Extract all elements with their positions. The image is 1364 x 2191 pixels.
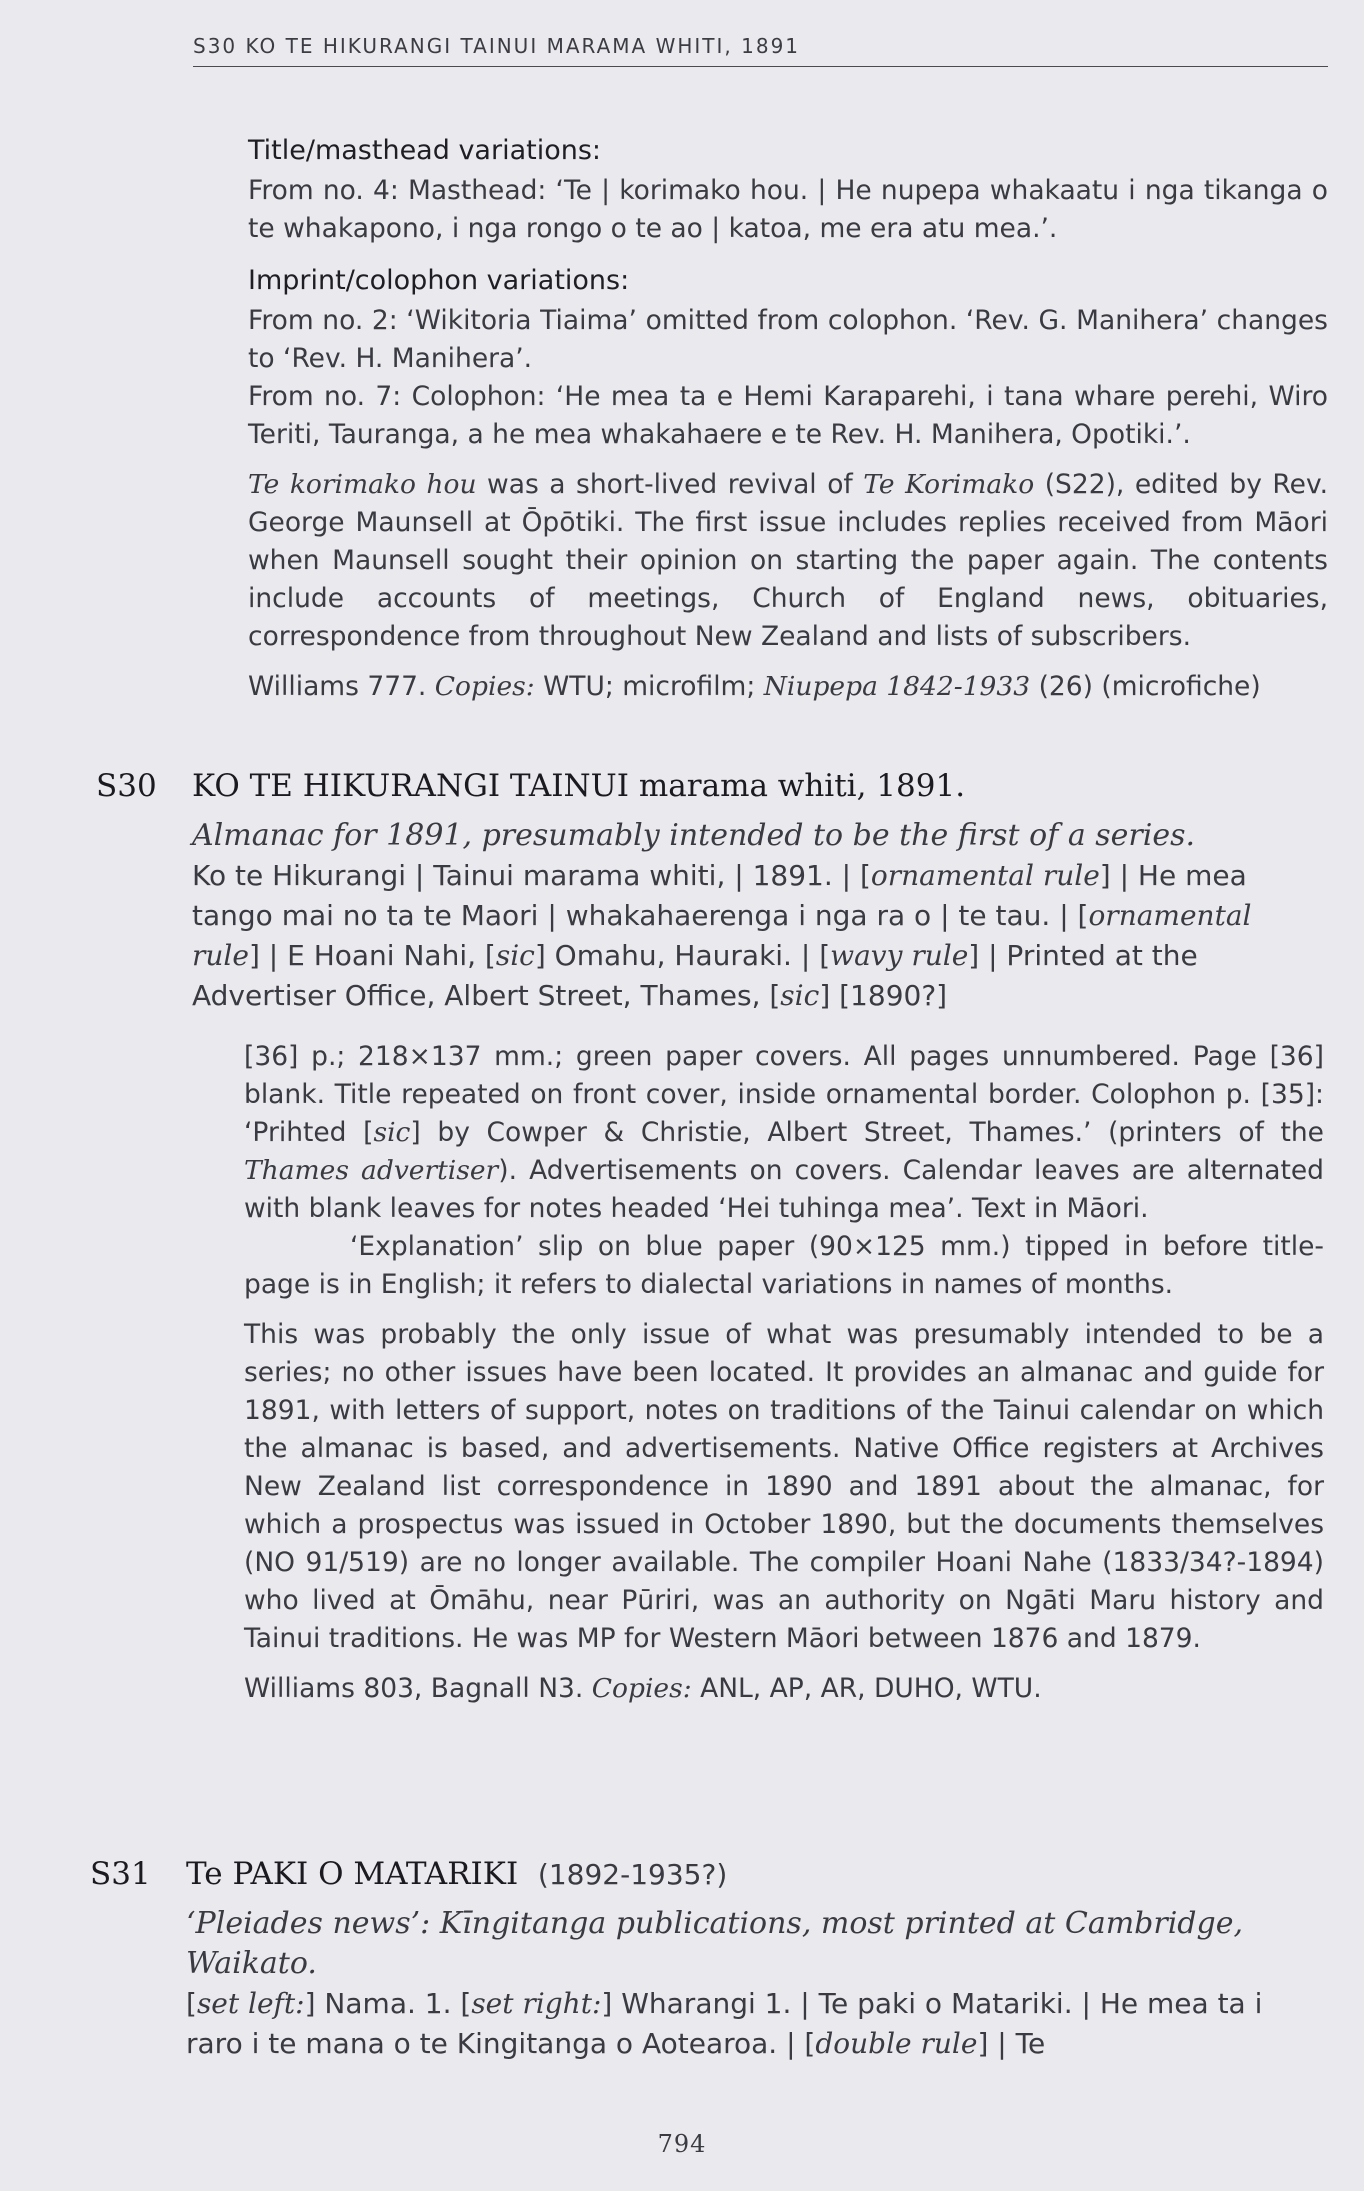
- description-editorial: sic: [373, 1117, 411, 1148]
- transcription-text: ] Omahu, Hauraki. | [: [534, 939, 831, 972]
- title-page-transcription-s31: [186, 1984, 1326, 2064]
- refs-text-3: (26) (microfiche): [1030, 671, 1261, 702]
- page-number: 794: [657, 2130, 707, 2158]
- transcription-text: ] | Te: [977, 2027, 1046, 2060]
- title-variations-heading: Title/masthead variations:: [248, 135, 602, 166]
- transcription-editorial: ornamental rule: [192, 899, 1252, 972]
- entry-note-s30: This was probably the only issue of what was presumably intended to be a series; no other issues have been located. It provides an almanac and guide for 1891, with letters of support, notes on traditions of the Tainui calendar on which the almanac is based, and advertisements. Native Office registers at Archives New Zealand list correspondence in 1890 and 1891 about the almanac, for which a prospectus was issued in October 1890, but the documents themselves (NO 91/519) are no longer available. The compiler Hoani Nahe (1833/34?-1894) who lived at Ōmāhu, near Pūriri, was an authority on Ngāti Maru history and Tainui traditions. He was MP for Western Māori between 1876 and 1879.: [244, 1319, 1324, 1654]
- transcription-editorial: double rule: [815, 2027, 978, 2060]
- entry-subtitle-s30: Almanac for 1891, presumably intended to be the first of a series.: [192, 818, 1196, 853]
- refs-text-2: WTU; microfilm;: [534, 671, 764, 702]
- refs-series-title: Niupepa 1842-1933: [763, 671, 1031, 702]
- note-text-1: was a short-lived revival of: [476, 469, 864, 500]
- title-variations-text: From no. 4: Masthead: ‘Te | korimako hou. | He nupepa whakaatu i nga tikanga o te whakapono, i nga rongo o te ao | katoa, me era atu mea.’.: [248, 175, 1328, 244]
- previous-entry-references: [248, 668, 1328, 706]
- running-head: S30 KO TE HIKURANGI TAINUI MARAMA WHITI, 1891: [193, 34, 1328, 67]
- transcription-text: ] | E Hoani Nahi, [: [248, 939, 496, 972]
- entry-title-s31: [186, 1856, 727, 1892]
- entry-title-text-s31: Te PAKI O MATARIKI: [186, 1856, 519, 1892]
- previous-entry: [248, 130, 1328, 718]
- entry-title-s30: KO TE HIKURANGI TAINUI marama whiti, 1891.: [192, 768, 966, 804]
- description-title: Thames advertiser: [244, 1155, 499, 1186]
- description-text: ). Advertisements on covers. Calendar leaves are alternated with blank leaves for notes headed ‘Hei tuhinga mea’. Text in Māori.: [244, 1155, 1324, 1224]
- explanation-slip-s30: ‘Explanation’ slip on blue paper (90×125 mm.) tipped in before title-page is in English; it refers to dialectal variations in names of months.: [244, 1231, 1324, 1300]
- previous-entry-note: [248, 466, 1328, 656]
- transcription-editorial: sic: [780, 979, 820, 1012]
- entry-number-s31: S31: [90, 1856, 151, 1892]
- entry-subtitle-s31: ‘Pleiades news’: Kīngitanga publications, most printed at Cambridge, Waikato.: [186, 1906, 1244, 1981]
- transcription-text: ] Nama. 1. [: [304, 1987, 472, 2020]
- transcription-text: ] | Printed at the Advertiser Office, Albert Street, Thames, [: [192, 939, 1198, 1012]
- refs-text-1: Williams 777.: [248, 671, 435, 702]
- refs-copies-label: Copies:: [434, 671, 535, 702]
- refs-copies-label: Copies:: [591, 1673, 692, 1704]
- references-s30: [244, 1670, 1324, 1708]
- entry-number-s30: S30: [96, 768, 157, 804]
- transcription-text: ] [1890?]: [819, 979, 948, 1012]
- description-text: [36] p.; 218×137 mm.; green paper covers. All pages unnumbered. Page [36] blank. Title repeated on front cover, inside ornamental border. Colophon p. [35]: ‘Prihted [: [244, 1041, 1324, 1148]
- entry-s30-body: [192, 816, 1328, 1016]
- imprint-variation-2: From no. 7: Colophon: ‘He mea ta e Hemi Karaparehi, i tana whare perehi, Wiro Teriti, Tauranga, a he mea whakahaere e te Rev. H. Manihera, Opotiki.’.: [248, 381, 1328, 450]
- transcription-editorial: ornamental rule: [870, 859, 1100, 892]
- note-italic-title-2: Te Korimako: [863, 469, 1035, 500]
- transcription-text: [: [186, 1987, 197, 2020]
- transcription-text: Ko te Hikurangi | Tainui marama whiti, | 1891. | [: [192, 859, 871, 892]
- refs-text: ANL, AP, AR, DUHO, WTU.: [691, 1673, 1042, 1704]
- note-italic-title-1: Te korimako hou: [248, 469, 477, 500]
- title-page-transcription-s30: [192, 856, 1328, 1016]
- entry-dates-s31: (1892-1935?): [537, 1858, 728, 1891]
- transcription-editorial: wavy rule: [830, 939, 969, 972]
- transcription-editorial: sic: [495, 939, 535, 972]
- entry-s30-description: [244, 1038, 1324, 1720]
- imprint-variation-1: From no. 2: ‘Wikitoria Tiaima’ omitted from colophon. ‘Rev. G. Manihera’ changes to ‘Rev. H. Manihera’.: [248, 305, 1328, 374]
- transcription-editorial: set right:: [471, 1987, 602, 2020]
- transcription-editorial: set left:: [196, 1987, 305, 2020]
- transcription-text: ] Wharangi 1. | Te paki o Matariki. | He mea ta i raro i te mana o te Kingitanga o Aotearoa. | [: [186, 1987, 1263, 2060]
- transcription-text: ] | He mea tango mai no ta te Maori | whakahaerenga i nga ra o | te tau. | [: [192, 859, 1247, 932]
- description-text: ] by Cowper & Christie, Albert Street, Thames.’ (printers of the: [410, 1117, 1324, 1148]
- imprint-variations-heading: Imprint/colophon variations:: [248, 265, 630, 296]
- note-text-2: (S22), edited by Rev. George Maunsell at Ōpōtiki. The first issue includes replies received from Māori when Maunsell sought their opinion on starting the paper again. The contents include accounts of meetings, Church of England news, obituaries, correspondence from throughout New Zealand and lists of subscribers.: [248, 469, 1328, 652]
- entry-s31-body: [186, 1904, 1326, 2064]
- physical-description-s30: [244, 1038, 1324, 1228]
- refs-text: Williams 803, Bagnall N3.: [244, 1673, 592, 1704]
